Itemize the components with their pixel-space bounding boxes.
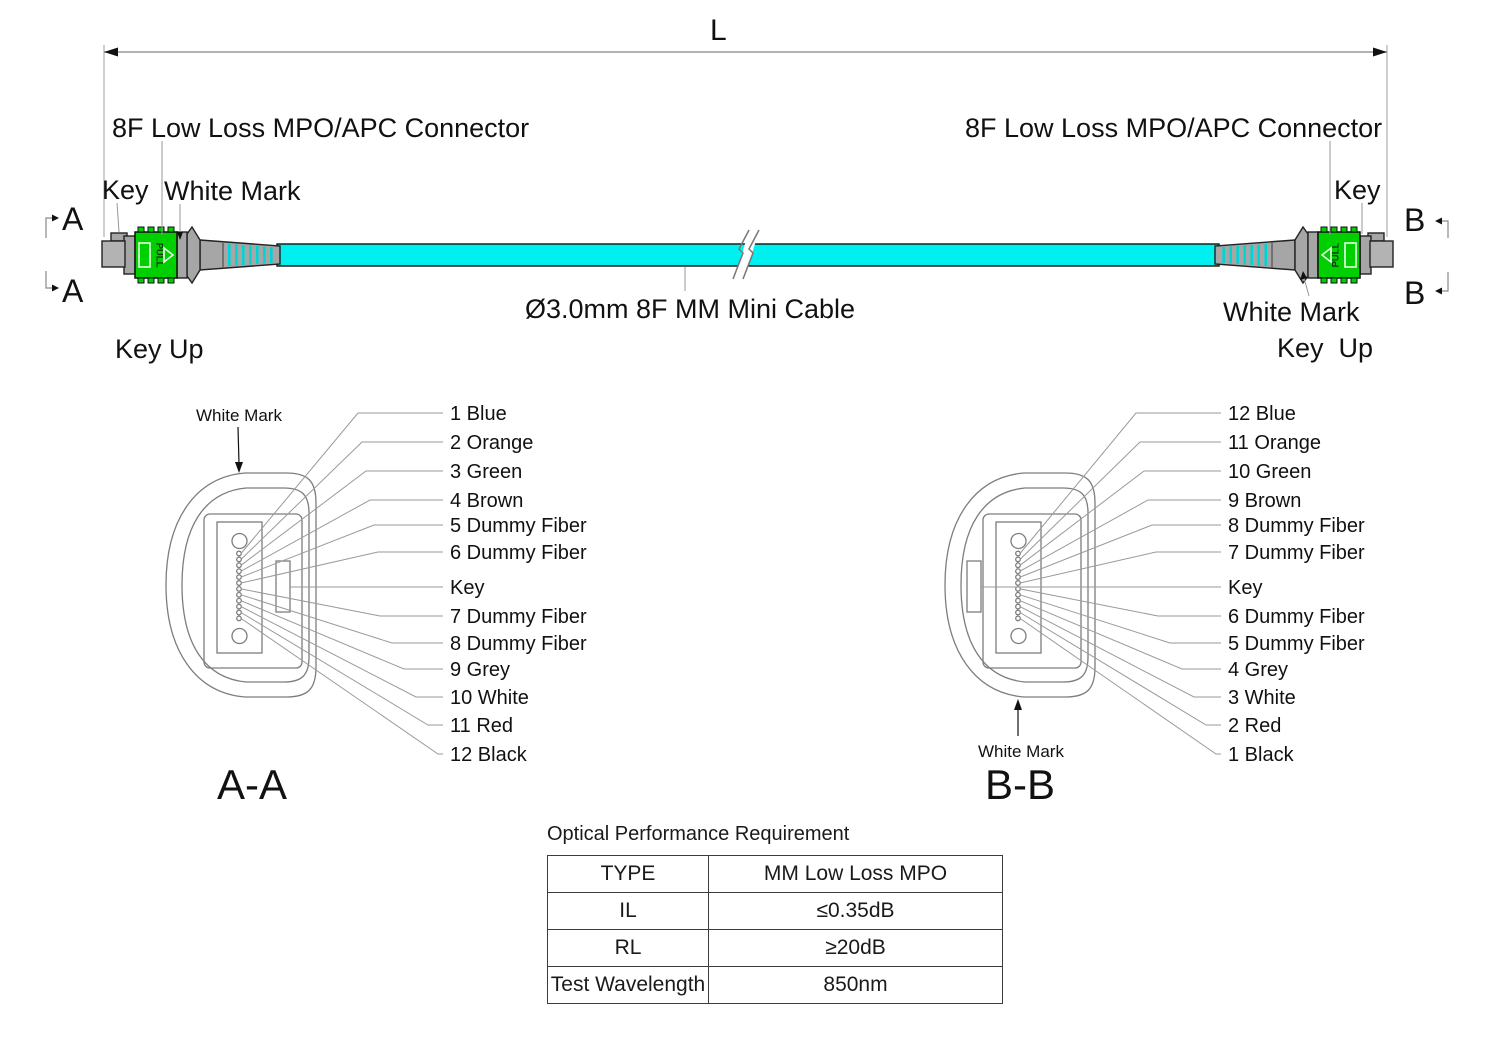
pull-tab-label: PULL: [1330, 242, 1342, 268]
value-cell: ≥20dB: [709, 930, 1003, 967]
face-view-a: [166, 403, 587, 808]
fiber-label: 12 Black: [450, 744, 527, 766]
face-b-title: B-B: [984, 761, 1056, 808]
right-key-callout: Key: [1334, 175, 1381, 205]
svg-text:A: A: [62, 201, 84, 237]
param-cell: Test Wavelength: [548, 967, 709, 1004]
fiber-label: 7 Dummy Fiber: [450, 606, 587, 628]
table-row: [548, 930, 1003, 967]
table-row: [548, 893, 1003, 930]
section-marker-b-bottom: [1404, 272, 1448, 311]
left-connector: [102, 227, 280, 283]
fiber-label: 11 Orange: [1228, 432, 1322, 454]
face-b-white-mark-label: White Mark: [978, 742, 1064, 761]
value-cell: 850nm: [709, 967, 1003, 1004]
fiber-label: 2 Orange: [450, 432, 534, 454]
fiber-label: 10 Green: [1228, 461, 1312, 483]
svg-text:A: A: [62, 273, 84, 309]
face-view-b: [945, 403, 1365, 808]
param-cell: RL: [548, 930, 709, 967]
length-dimension-label: L: [710, 14, 727, 47]
cable-callout: Ø3.0mm 8F MM Mini Cable: [525, 294, 856, 324]
svg-text:B: B: [1404, 275, 1426, 311]
left-white-mark-callout: White Mark: [164, 176, 301, 206]
face-a-title: A-A: [216, 761, 288, 808]
face-a-white-mark-label: White Mark: [196, 406, 282, 425]
fiber-label: 4 Grey: [1228, 659, 1289, 681]
fiber-label: 9 Grey: [450, 659, 511, 681]
fiber-label: 3 White: [1228, 687, 1296, 709]
table-title: Optical Performance Requirement: [547, 823, 850, 845]
svg-text:B: B: [1404, 202, 1426, 238]
left-key-up-label: Key Up: [115, 334, 204, 364]
fiber-label: 4 Brown: [450, 490, 524, 512]
right-key-up-label: Key Up: [1277, 333, 1374, 363]
table-row: [548, 967, 1003, 1004]
fiber-label: 3 Green: [450, 461, 523, 483]
fiber-label: 10 White: [450, 687, 529, 709]
fiber-label: 2 Red: [1228, 715, 1282, 737]
fiber-label: 11 Red: [450, 715, 514, 737]
pull-tab-label: PULL: [153, 242, 165, 268]
right-connector-callout: 8F Low Loss MPO/APC Connector: [965, 113, 1383, 143]
value-cell: ≤0.35dB: [709, 893, 1003, 930]
optical-performance-table: [547, 855, 1003, 1004]
param-cell: TYPE: [548, 856, 709, 893]
key-label: Key: [1228, 577, 1263, 599]
value-cell: MM Low Loss MPO: [709, 856, 1003, 893]
fiber-label: 8 Dummy Fiber: [450, 633, 587, 655]
face-b-key-slot: [967, 561, 981, 612]
fiber-label: 5 Dummy Fiber: [450, 515, 587, 537]
section-marker-a-bottom: [46, 271, 84, 309]
key-label: Key: [450, 577, 485, 599]
fiber-label: 9 Brown: [1228, 490, 1302, 512]
fiber-label: 7 Dummy Fiber: [1228, 542, 1365, 564]
table-row: [548, 856, 1003, 893]
left-key-callout: Key: [102, 175, 149, 205]
param-cell: IL: [548, 893, 709, 930]
fiber-label: 6 Dummy Fiber: [450, 542, 587, 564]
section-marker-a-top: [46, 201, 84, 238]
fiber-label: 1 Black: [1228, 744, 1294, 766]
face-a-key-slot: [276, 561, 290, 612]
fiber-label: 8 Dummy Fiber: [1228, 515, 1365, 537]
fiber-label: 1 Blue: [450, 403, 507, 425]
fiber-label: 5 Dummy Fiber: [1228, 633, 1365, 655]
fiber-label: 12 Blue: [1228, 403, 1296, 425]
optical-performance-section: [547, 823, 1003, 1004]
left-connector-callout: 8F Low Loss MPO/APC Connector: [112, 113, 530, 143]
section-marker-b-top: [1404, 202, 1448, 238]
right-white-mark-callout: White Mark: [1223, 297, 1360, 327]
fiber-label: 6 Dummy Fiber: [1228, 606, 1365, 628]
